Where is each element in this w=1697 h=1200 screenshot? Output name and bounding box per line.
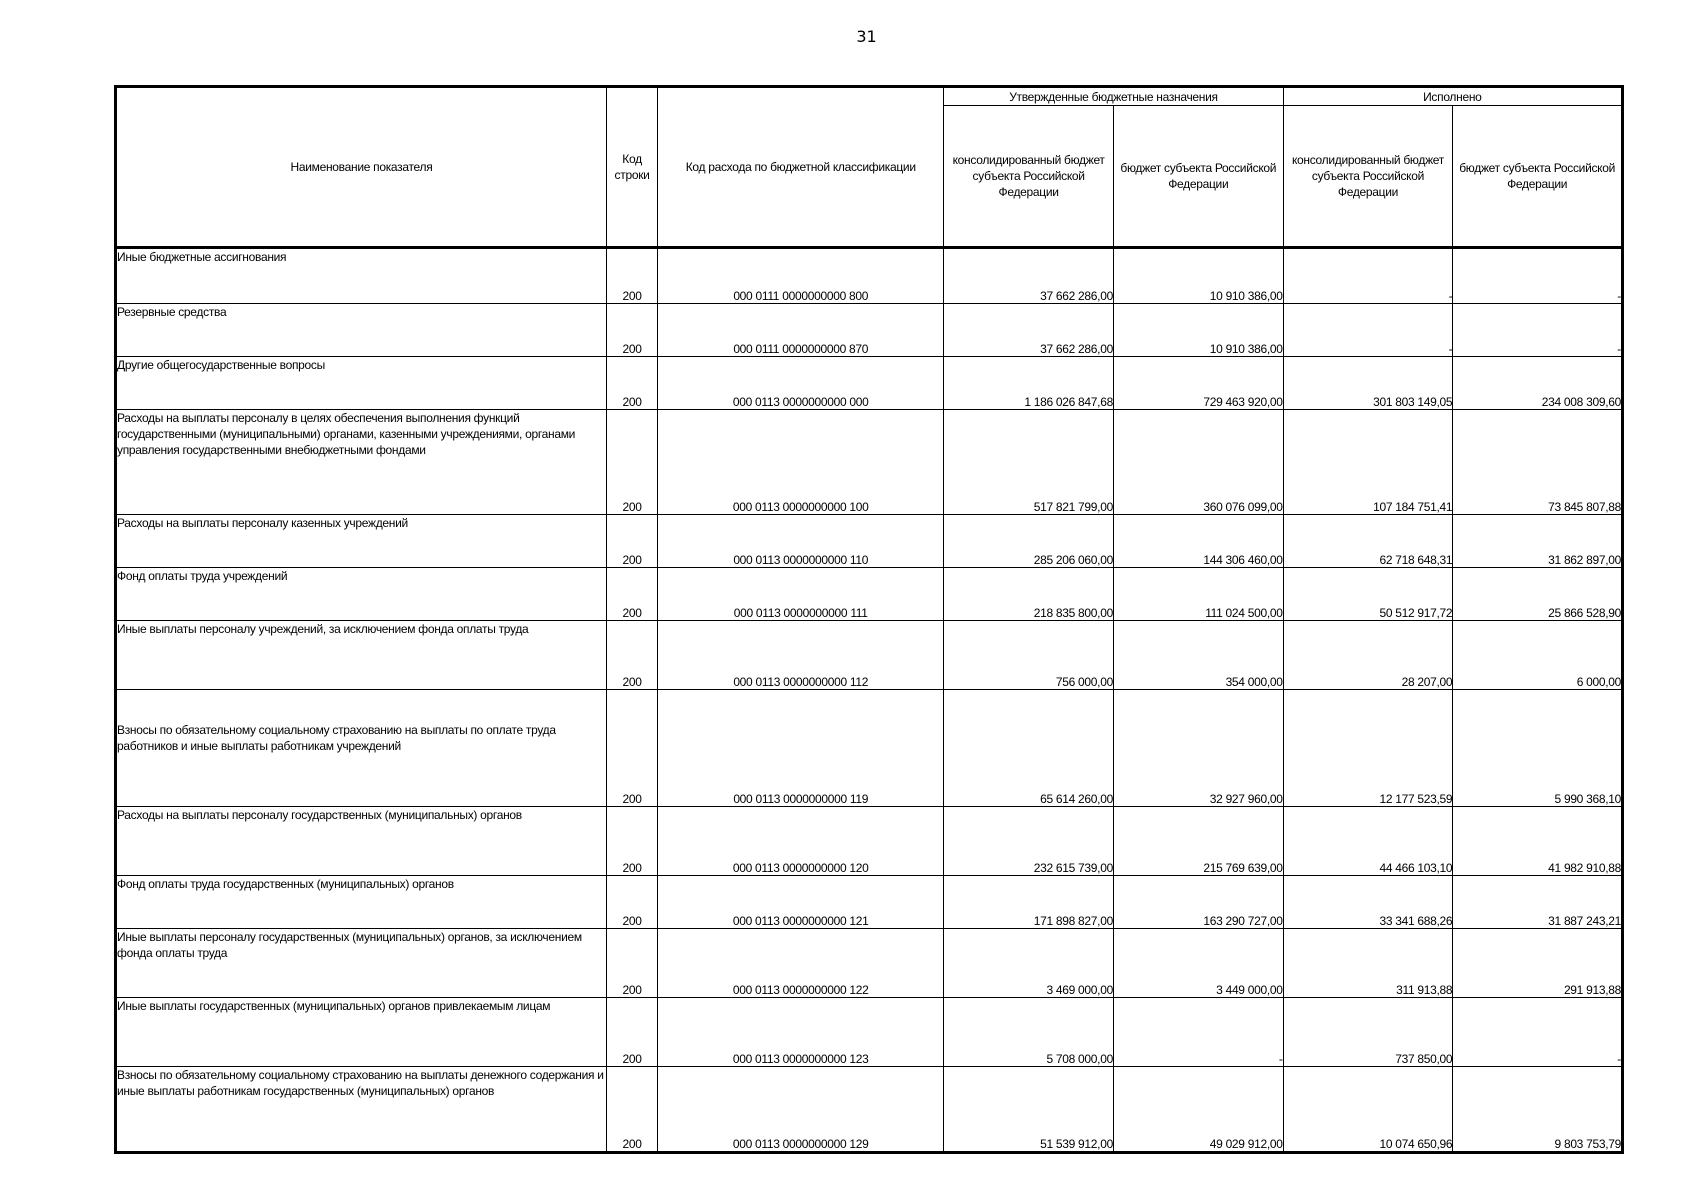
header-approved-consolidated: консолидированный бюджет субъекта Российской Федерации bbox=[944, 106, 1114, 248]
row-kbk: 000 0113 0000000000 120 bbox=[658, 807, 944, 876]
row-approved-subject: 10 910 386,00 bbox=[1113, 248, 1283, 304]
row-code: 200 bbox=[606, 515, 657, 568]
row-executed-subject: - bbox=[1453, 998, 1623, 1067]
row-kbk: 000 0111 0000000000 870 bbox=[658, 304, 944, 357]
table-row bbox=[116, 248, 1623, 304]
row-executed-consolidated: 301 803 149,05 bbox=[1283, 357, 1453, 410]
row-executed-consolidated: 44 466 103,10 bbox=[1283, 807, 1453, 876]
table-row bbox=[116, 876, 1623, 929]
row-name: Расходы на выплаты персоналу в целях обеспечения выполнения функций государственными (муниципальными) органами, казенными учреждениями, органами управления государственными внебюджетными фондами bbox=[116, 410, 607, 515]
row-executed-consolidated: 12 177 523,59 bbox=[1283, 690, 1453, 807]
row-approved-subject: 144 306 460,00 bbox=[1113, 515, 1283, 568]
row-kbk: 000 0113 0000000000 112 bbox=[658, 621, 944, 690]
row-executed-subject: 6 000,00 bbox=[1453, 621, 1623, 690]
row-executed-consolidated: 50 512 917,72 bbox=[1283, 568, 1453, 621]
row-executed-subject: 31 862 897,00 bbox=[1453, 515, 1623, 568]
table-header bbox=[116, 87, 1623, 248]
row-executed-consolidated: - bbox=[1283, 248, 1453, 304]
row-executed-consolidated: 62 718 648,31 bbox=[1283, 515, 1453, 568]
row-executed-consolidated: 10 074 650,96 bbox=[1283, 1067, 1453, 1153]
table-row bbox=[116, 1067, 1623, 1153]
header-executed-consolidated: консолидированный бюджет субъекта Российской Федерации bbox=[1283, 106, 1453, 248]
row-code: 200 bbox=[606, 568, 657, 621]
row-executed-consolidated: - bbox=[1283, 304, 1453, 357]
row-kbk: 000 0113 0000000000 100 bbox=[658, 410, 944, 515]
row-approved-consolidated: 1 186 026 847,68 bbox=[944, 357, 1114, 410]
row-approved-consolidated: 37 662 286,00 bbox=[944, 248, 1114, 304]
page-number: 31 bbox=[856, 27, 877, 46]
header-approved-subject: бюджет субъекта Российской Федерации bbox=[1113, 106, 1283, 248]
row-code: 200 bbox=[606, 410, 657, 515]
row-code: 200 bbox=[606, 876, 657, 929]
row-code: 200 bbox=[606, 1067, 657, 1153]
row-kbk: 000 0113 0000000000 119 bbox=[658, 690, 944, 807]
budget-execution-table bbox=[114, 85, 1624, 1154]
row-approved-consolidated: 218 835 800,00 bbox=[944, 568, 1114, 621]
row-approved-subject: 10 910 386,00 bbox=[1113, 304, 1283, 357]
row-approved-subject: 354 000,00 bbox=[1113, 621, 1283, 690]
row-name: Фонд оплаты труда учреждений bbox=[116, 568, 607, 621]
row-executed-consolidated: 33 341 688,26 bbox=[1283, 876, 1453, 929]
row-approved-consolidated: 285 206 060,00 bbox=[944, 515, 1114, 568]
row-executed-subject: 9 803 753,79 bbox=[1453, 1067, 1623, 1153]
row-name: Взносы по обязательному социальному страхованию на выплаты денежного содержания и иные выплаты работникам государственных (муниципальных) органов bbox=[116, 1067, 607, 1153]
row-executed-consolidated: 107 184 751,41 bbox=[1283, 410, 1453, 515]
row-approved-subject: 111 024 500,00 bbox=[1113, 568, 1283, 621]
row-approved-consolidated: 5 708 000,00 bbox=[944, 998, 1114, 1067]
row-name: Взносы по обязательному социальному страхованию на выплаты по оплате труда работников и иные выплаты работникам учреждений bbox=[116, 690, 607, 807]
row-executed-consolidated: 28 207,00 bbox=[1283, 621, 1453, 690]
row-code: 200 bbox=[606, 357, 657, 410]
row-executed-subject: 25 866 528,90 bbox=[1453, 568, 1623, 621]
row-code: 200 bbox=[606, 998, 657, 1067]
table-row bbox=[116, 807, 1623, 876]
row-kbk: 000 0113 0000000000 110 bbox=[658, 515, 944, 568]
table-row bbox=[116, 304, 1623, 357]
table-row bbox=[116, 929, 1623, 998]
row-name: Иные бюджетные ассигнования bbox=[116, 248, 607, 304]
row-executed-consolidated: 737 850,00 bbox=[1283, 998, 1453, 1067]
row-executed-subject: 41 982 910,88 bbox=[1453, 807, 1623, 876]
table-row bbox=[116, 410, 1623, 515]
table-row bbox=[116, 357, 1623, 410]
row-approved-consolidated: 171 898 827,00 bbox=[944, 876, 1114, 929]
row-approved-subject: 49 029 912,00 bbox=[1113, 1067, 1283, 1153]
row-approved-consolidated: 232 615 739,00 bbox=[944, 807, 1114, 876]
header-approved: Утвержденные бюджетные назначения bbox=[944, 87, 1283, 106]
row-name: Фонд оплаты труда государственных (муниципальных) органов bbox=[116, 876, 607, 929]
row-approved-consolidated: 37 662 286,00 bbox=[944, 304, 1114, 357]
row-kbk: 000 0113 0000000000 111 bbox=[658, 568, 944, 621]
row-code: 200 bbox=[606, 690, 657, 807]
row-approved-subject: 163 290 727,00 bbox=[1113, 876, 1283, 929]
table-row bbox=[116, 621, 1623, 690]
row-kbk: 000 0113 0000000000 122 bbox=[658, 929, 944, 998]
row-approved-consolidated: 51 539 912,00 bbox=[944, 1067, 1114, 1153]
row-name: Расходы на выплаты персоналу государственных (муниципальных) органов bbox=[116, 807, 607, 876]
row-name: Расходы на выплаты персоналу казенных учреждений bbox=[116, 515, 607, 568]
row-code: 200 bbox=[606, 807, 657, 876]
row-approved-consolidated: 756 000,00 bbox=[944, 621, 1114, 690]
row-executed-subject: - bbox=[1453, 304, 1623, 357]
header-name: Наименование показателя bbox=[116, 87, 607, 248]
row-code: 200 bbox=[606, 621, 657, 690]
row-kbk: 000 0113 0000000000 129 bbox=[658, 1067, 944, 1153]
row-approved-subject: 3 449 000,00 bbox=[1113, 929, 1283, 998]
row-approved-subject: 32 927 960,00 bbox=[1113, 690, 1283, 807]
row-executed-subject: 234 008 309,60 bbox=[1453, 357, 1623, 410]
row-approved-subject: 729 463 920,00 bbox=[1113, 357, 1283, 410]
table-row bbox=[116, 515, 1623, 568]
row-approved-consolidated: 3 469 000,00 bbox=[944, 929, 1114, 998]
table-row bbox=[116, 998, 1623, 1067]
row-approved-subject: - bbox=[1113, 998, 1283, 1067]
row-executed-subject: 73 845 807,88 bbox=[1453, 410, 1623, 515]
table-body bbox=[116, 248, 1623, 1153]
row-code: 200 bbox=[606, 304, 657, 357]
row-kbk: 000 0111 0000000000 800 bbox=[658, 248, 944, 304]
row-kbk: 000 0113 0000000000 121 bbox=[658, 876, 944, 929]
row-code: 200 bbox=[606, 248, 657, 304]
row-approved-subject: 360 076 099,00 bbox=[1113, 410, 1283, 515]
header-executed-subject: бюджет субъекта Российской Федерации bbox=[1453, 106, 1623, 248]
row-executed-subject: 31 887 243,21 bbox=[1453, 876, 1623, 929]
row-approved-subject: 215 769 639,00 bbox=[1113, 807, 1283, 876]
row-executed-consolidated: 311 913,88 bbox=[1283, 929, 1453, 998]
row-approved-consolidated: 517 821 799,00 bbox=[944, 410, 1114, 515]
row-executed-subject: - bbox=[1453, 248, 1623, 304]
row-executed-subject: 291 913,88 bbox=[1453, 929, 1623, 998]
row-name: Резервные средства bbox=[116, 304, 607, 357]
header-kbk: Код расхода по бюджетной классификации bbox=[658, 87, 944, 248]
row-name: Другие общегосударственные вопросы bbox=[116, 357, 607, 410]
row-executed-subject: 5 990 368,10 bbox=[1453, 690, 1623, 807]
row-name: Иные выплаты государственных (муниципальных) органов привлекаемым лицам bbox=[116, 998, 607, 1067]
row-kbk: 000 0113 0000000000 000 bbox=[658, 357, 944, 410]
row-name: Иные выплаты персоналу учреждений, за исключением фонда оплаты труда bbox=[116, 621, 607, 690]
table-row bbox=[116, 690, 1623, 807]
header-code: Код строки bbox=[606, 87, 657, 248]
table-row bbox=[116, 568, 1623, 621]
row-kbk: 000 0113 0000000000 123 bbox=[658, 998, 944, 1067]
header-executed: Исполнено bbox=[1283, 87, 1622, 106]
row-name: Иные выплаты персоналу государственных (муниципальных) органов, за исключением фонда оплаты труда bbox=[116, 929, 607, 998]
row-code: 200 bbox=[606, 929, 657, 998]
row-approved-consolidated: 65 614 260,00 bbox=[944, 690, 1114, 807]
